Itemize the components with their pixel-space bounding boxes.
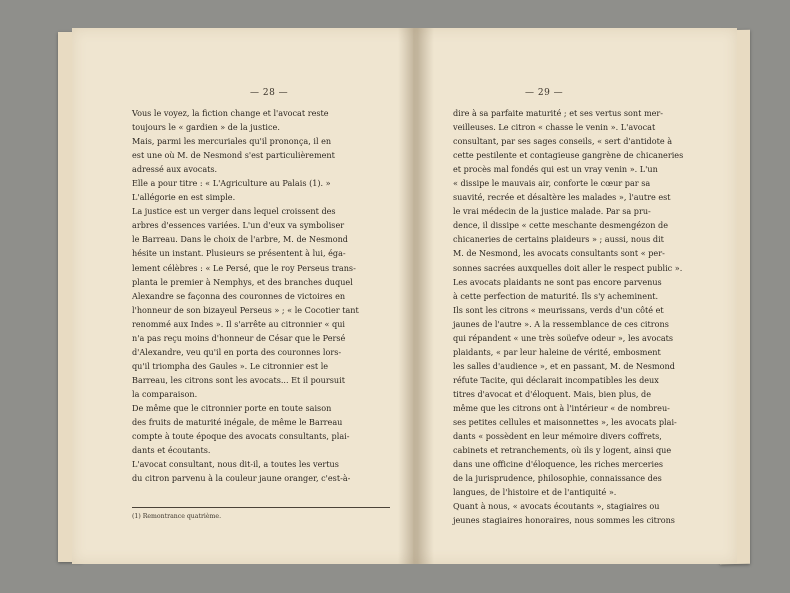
text-line: suavité, recrée et désaltère les malades », l'autre est: [453, 192, 671, 203]
text-line: titres d'avocat et d'éloquent. Mais, bien plus, de: [453, 388, 652, 399]
text-line: sonnes sacrées auxquelles doit aller le respect public ».: [453, 262, 683, 273]
text-line: toujours le « gardien » de la justice.: [132, 122, 280, 133]
text-line: Alexandre se façonna des couronnes de victoires en: [132, 290, 346, 301]
text-line: Ils sont les citrons « meurissans, verds d'un côté et: [453, 304, 664, 315]
text-line: les salles d'audience », et en passant, M. de Nesmond: [453, 360, 675, 371]
text-line: L'allégorie en est simple.: [132, 192, 236, 203]
text-line: jeunes stagiaires honoraires, nous sommes les citrons: [453, 515, 675, 526]
text-line: le vrai médecin de la justice malade. Par sa pru-: [453, 206, 651, 217]
text-line: lement célèbres : « Le Persé, que le roy Perseus trans-: [132, 262, 356, 273]
text-line: du citron parvenu à la couleur jaune oranger, c'est-à-: [132, 473, 351, 484]
text-line: et procès mal fondés qui est un vray venin ». L'un: [453, 164, 658, 175]
text-line: planta le premier à Nemphys, et des branches duquel: [132, 276, 353, 287]
text-line: M. de Nesmond, les avocats consultants sont « per-: [453, 248, 665, 259]
text-line: dans une officine d'éloquence, les riches merceries: [453, 459, 664, 470]
text-line: Les avocats plaidants ne sont pas encore parvenus: [453, 276, 662, 287]
text-line: Mais, parmi les mercuriales qu'il prononça, il en: [132, 136, 332, 147]
text-line: est une où M. de Nesmond s'est particulièrement: [132, 150, 335, 161]
text-line: des fruits de maturité inégale, de même le Barreau: [132, 417, 343, 428]
right-page: [413, 28, 737, 564]
text-line: renommé aux Indes ». Il s'arrête au citronnier « qui: [132, 318, 346, 329]
text-line: La justice est un verger dans lequel croissent des: [132, 206, 336, 217]
text-line: veilleuses. Le citron « chasse le venin ». L'avocat: [453, 122, 656, 133]
text-line: cette pestilente et contagieuse gangrène de chicaneries: [453, 150, 684, 161]
text-line: hésite un instant. Plusieurs se présentent à lui, éga-: [132, 248, 346, 259]
text-line: De même que le citronnier porte en toute saison: [132, 402, 332, 413]
text-line: adressé aux avocats.: [132, 164, 218, 175]
text-line: arbres d'essences variées. L'un d'eux va symboliser: [132, 220, 345, 231]
text-line: plaidants, « par leur haleine de vérité, embosment: [453, 346, 661, 357]
text-line: de la jurisprudence, philosophie, connaissance des: [453, 473, 662, 484]
left-page-text: [132, 106, 418, 485]
text-line: la comparaison.: [132, 388, 198, 399]
text-line: chicaneries de certains plaideurs » ; aussi, nous dit: [453, 234, 664, 245]
right-page-number: — 29 —: [525, 88, 564, 98]
footnote-divider: [132, 507, 390, 508]
text-line: dants « possèdent en leur mémoire divers coffrets,: [453, 431, 662, 442]
text-line: le Barreau. Dans le choix de l'arbre, M. de Nesmond: [132, 234, 348, 245]
text-line: dire à sa parfaite maturité ; et ses vertus sont mer-: [453, 108, 664, 118]
footnote: (1) Remontrance quatrième.: [132, 513, 222, 520]
text-line: dants et écoutants.: [132, 445, 211, 456]
text-line: Quant à nous, « avocats écoutants », stagiaires ou: [453, 501, 660, 512]
text-line: L'avocat consultant, nous dit-il, a toutes les vertus: [132, 459, 339, 470]
text-line: consultant, par ses sages conseils, « sert d'antidote à: [453, 136, 673, 147]
left-page-number: — 28 —: [250, 88, 289, 98]
text-line: l'honneur de son bizayeul Perseus » ; « le Cocotier tant: [132, 304, 359, 315]
text-line: même que les citrons ont à l'intérieur « de nombreu-: [453, 402, 670, 413]
text-line: qu'il triompha des Gaules ». Le citronnier est le: [132, 360, 329, 371]
text-line: qui répandent « une très soüefve odeur », les avocats: [453, 332, 674, 343]
text-line: Vous le voyez, la fiction change et l'avocat reste: [132, 108, 329, 118]
text-line: ses petites cellules et maisonnettes », les avocats plai-: [453, 417, 677, 428]
text-line: Barreau, les citrons sont les avocats... Et il poursuit: [132, 374, 345, 385]
text-line: « dissipe le mauvais air, conforte le cœur par sa: [453, 178, 651, 189]
open-book: [58, 24, 750, 572]
right-page-text: [453, 106, 733, 527]
text-line: langues, de l'histoire et de l'antiquité ».: [453, 487, 617, 498]
text-line: compte à toute époque des avocats consultants, plai-: [132, 431, 350, 442]
text-line: cabinets et retranchements, où ils y logent, ainsi que: [453, 445, 672, 456]
text-line: réfute Tacite, qui déclarait incompatibles les deux: [453, 374, 659, 385]
text-line: d'Alexandre, veu qu'il en porta des couronnes lors-: [132, 346, 342, 357]
text-line: n'a pas reçu moins d'honneur de César que le Persé: [132, 332, 346, 343]
text-line: à cette perfection de maturité. Ils s'y acheminent.: [453, 290, 659, 301]
text-line: dence, il dissipe « cette meschante desmengézon de: [453, 220, 669, 231]
text-line: jaunes de l'autre ». A la ressemblance de ces citrons: [453, 318, 669, 329]
left-page: [72, 28, 418, 564]
text-line: Elle a pour titre : « L'Agriculture au Palais (1). »: [132, 178, 331, 189]
